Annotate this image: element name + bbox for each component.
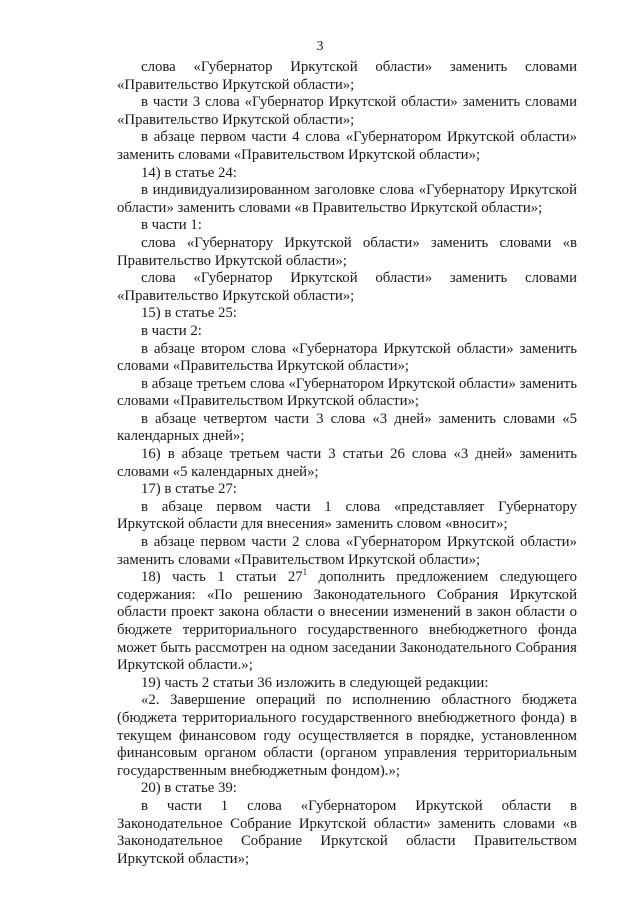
item-heading: 16) в абзаце третьем части 3 статьи 26 слова «3 дней» заменить словами «5 календарных дней»; [117,446,577,480]
article-superscript: 1 [302,567,308,578]
paragraph: в части 1: [141,217,202,234]
paragraph: в абзаце втором слова «Губернатора Иркутской области» заменить словами «Правительства Иркутской области»; [117,340,577,375]
item-heading: 15) в статье 25: [141,305,237,322]
item-18-lead: 18) часть 1 статьи 27 [141,569,303,586]
paragraph: слова «Губернатор Иркутской области» заменить словами «Правительство Иркутской области»; [117,270,577,304]
paragraph: в абзаце первом части 1 слова «представляет Губернатору Иркутской области для внесения» заменить словом «вносит»; [117,498,577,533]
document-body [117,59,577,868]
item-heading: 14) в статье 24: [141,164,237,181]
item-18-paragraph [117,569,577,675]
paragraph: в абзаце первом части 4 слова «Губернатором Иркутской области» заменить словами «Правительством Иркутской области»; [117,129,577,163]
paragraph: в абзаце третьем слова «Губернатором Иркутской области» заменить словами «Правительством Иркутской области»; [117,375,577,410]
paragraph: в абзаце первом части 2 слова «Губернатором Иркутской области» заменить словами «Правительством Иркутской области»; [117,534,577,568]
paragraph: в абзаце четвертом части 3 слова «3 дней» заменить словами «5 календарных дней»; [117,410,577,445]
item-heading: 17) в статье 27: [141,481,237,498]
paragraph: слова «Губернатор Иркутской области» заменить словами «Правительство Иркутской области»; [117,59,577,93]
paragraph: слова «Губернатору Иркутской области» заменить словами «в Правительство Иркутской области»; [117,234,577,269]
item-heading: 20) в статье 39: [141,780,237,797]
item-18-text: дополнить предложением следующего содержания: «По решению Законодательного Собрания Иркутской области проект закона области о внесении изменений в закон области о бюджете территориального государственного внебюджетного фонда может быть рассмотрен на одном заседании Законодательного Собрания Иркутской области.»; [117,569,577,674]
paragraph: в части 3 слова «Губернатор Иркутской области» заменить словами «Правительство Иркутской области»; [117,94,577,128]
page-number: 3 [316,39,324,54]
paragraph: в индивидуализированном заголовке слова «Губернатору Иркутской области» заменить словами «в Правительство Иркутской области»; [117,182,577,216]
quoted-paragraph: «2. Завершение операций по исполнению областного бюджета (бюджета территориального государственного внебюджетного фонда) в текущем финансовом году осуществляется в порядке, установленном финансовым органом области (органом управления территориальным государственным внебюджетным фондом).»; [117,692,577,779]
paragraph: в части 1 слова «Губернатором Иркутской области в Законодательное Собрание Иркутской области» заменить словами «в Законодательное Собрание Иркутской области Правительством Иркутской области»; [117,797,577,867]
paragraph: в части 2: [141,322,202,339]
item-heading: 19) часть 2 статьи 36 изложить в следующей редакции: [141,674,489,691]
